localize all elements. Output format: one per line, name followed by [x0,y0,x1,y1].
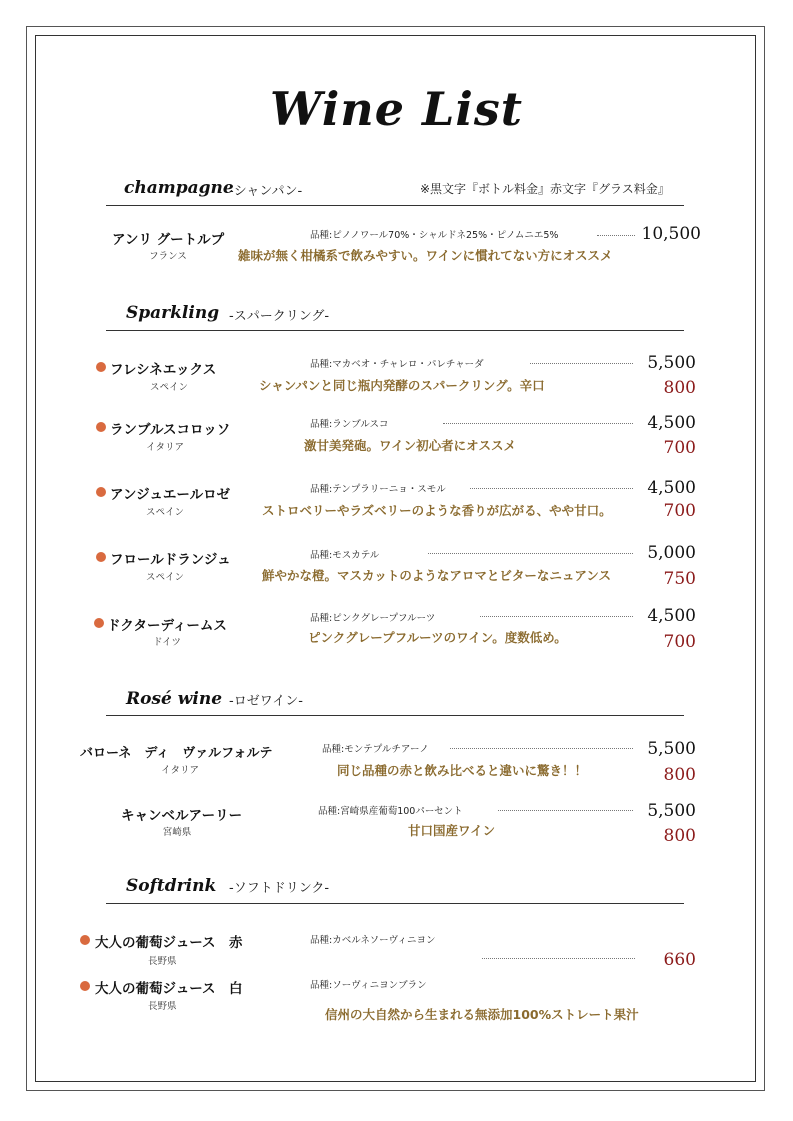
wine-origin: スペイン [149,382,188,393]
wine-name: ドクターディームス [107,618,227,634]
wine-origin: スペイン [145,507,184,518]
leader-dots [530,363,633,364]
leader-dots [498,810,633,811]
wine-origin: スペイン [145,572,184,583]
section-subtitle-champagne: -シャンパン- [229,184,303,199]
section-subtitle-softdrink: -ソフトドリンク- [229,881,330,896]
wine-name: バローネ ディ ヴァルフォルテ [80,746,273,761]
glass-price: 800 [663,765,696,785]
glass-price: 700 [663,501,696,521]
drink-variety: 品種:ソーヴィニヨンブラン [310,980,427,991]
leader-dots [443,423,633,424]
bottle-price: 5,500 [647,801,696,821]
leader-dots [428,553,633,554]
wine-variety: 品種:モンテプルチアーノ [322,744,429,755]
bullet-icon [96,552,106,562]
bullet-icon [94,618,104,628]
bottle-price: 5,500 [647,739,696,759]
wine-description: 甘口国産ワイン [408,823,496,838]
page-title: Wine List [269,82,523,136]
leader-dots [480,616,633,617]
wine-origin: イタリア [145,442,184,453]
wine-variety: 品種:宮崎県産葡萄100パーセント [318,806,463,817]
bottle-price: 5,000 [647,543,696,563]
leader-dots [470,488,633,489]
drink-origin: 長野県 [148,956,177,967]
wine-origin: ドイツ [152,637,182,648]
wine-variety: 品種:マカベオ・チャレロ・パレチャーダ [310,359,484,370]
wine-name: アンジュエールロゼ [110,487,231,503]
bullet-icon [96,362,106,372]
section-title-softdrink: Softdrink [126,876,217,896]
wine-variety: 品種:モスカテル [310,550,380,561]
leader-dots [482,958,635,959]
section-rule [106,205,684,206]
section-rule [106,715,684,716]
wine-description: シャンパンと同じ瓶内発酵のスパークリング。辛口 [259,378,545,393]
bottle-price: 4,500 [647,413,696,433]
drink-variety: 品種:カベルネソーヴィニヨン [310,935,436,946]
bottle-price: 10,500 [641,224,701,244]
wine-variety: 品種:テンプラリーニョ・スモル [310,484,446,495]
section-subtitle-sparkling: -スパークリング- [229,309,330,324]
wine-variety: 品種:ピノノワール70%・シャルドネ25%・ピノムニエ5% [310,230,559,241]
glass-price: 750 [663,569,696,589]
drink-description: 信州の大自然から生まれる無添加100%ストレート果汁 [325,1007,639,1022]
wine-description: ピンクグレープフルーツのワイン。度数低め。 [308,630,567,645]
wine-variety: 品種:ピンクグレープフルーツ [310,613,436,624]
wine-name: アンリ グートルプ [112,232,225,248]
drink-name: 大人の葡萄ジュース 赤 [95,935,243,951]
section-rule [106,330,684,331]
wine-name: キャンベルアーリー [121,808,243,824]
wine-variety: 品種:ランブルスコ [310,419,389,430]
bottle-price: 5,500 [647,353,696,373]
wine-name: フレシネエックス [110,362,217,378]
glass-price: 700 [663,632,696,652]
leader-dots [450,748,633,749]
glass-price: 660 [663,950,696,970]
wine-origin: イタリア [160,765,199,776]
bullet-icon [96,422,106,432]
section-title-champagne: champagne [124,178,234,198]
wine-description: ストロベリーやラズベリーのような香りが広がる、やや甘口。 [262,503,612,518]
section-title-sparkling: Sparkling [126,303,220,323]
wine-description: 雑味が無く柑橘系で飲みやすい。ワインに慣れてない方にオススメ [238,248,613,263]
wine-origin: フランス [149,251,187,262]
bullet-icon [80,981,90,991]
wine-description: 激甘美発砲。ワイン初心者にオススメ [304,438,517,453]
wine-name: フロールドランジュ [110,552,231,568]
bullet-icon [80,935,90,945]
glass-price: 800 [663,826,696,846]
bottle-price: 4,500 [647,478,696,498]
bottle-price: 4,500 [647,606,696,626]
bullet-icon [96,487,106,497]
glass-price: 700 [663,438,696,458]
wine-name: ランブルスコロッソ [110,422,231,438]
section-subtitle-rose: -ロゼワイン- [229,694,303,709]
section-rule [106,903,684,904]
wine-description: 同じ品種の赤と飲み比べると違いに驚き！！ [337,763,588,778]
drink-name: 大人の葡萄ジュース 白 [95,981,243,997]
section-title-rose: Rosé wine [126,689,223,709]
drink-origin: 長野県 [148,1001,177,1012]
wine-origin: 宮崎県 [162,827,192,838]
price-legend-note: ※黒文字『ボトル料金』赤文字『グラス料金』 [420,182,670,196]
glass-price: 800 [663,378,696,398]
wine-description: 鮮やかな橙。マスカットのようなアロマとビターなニュアンス [262,568,612,583]
